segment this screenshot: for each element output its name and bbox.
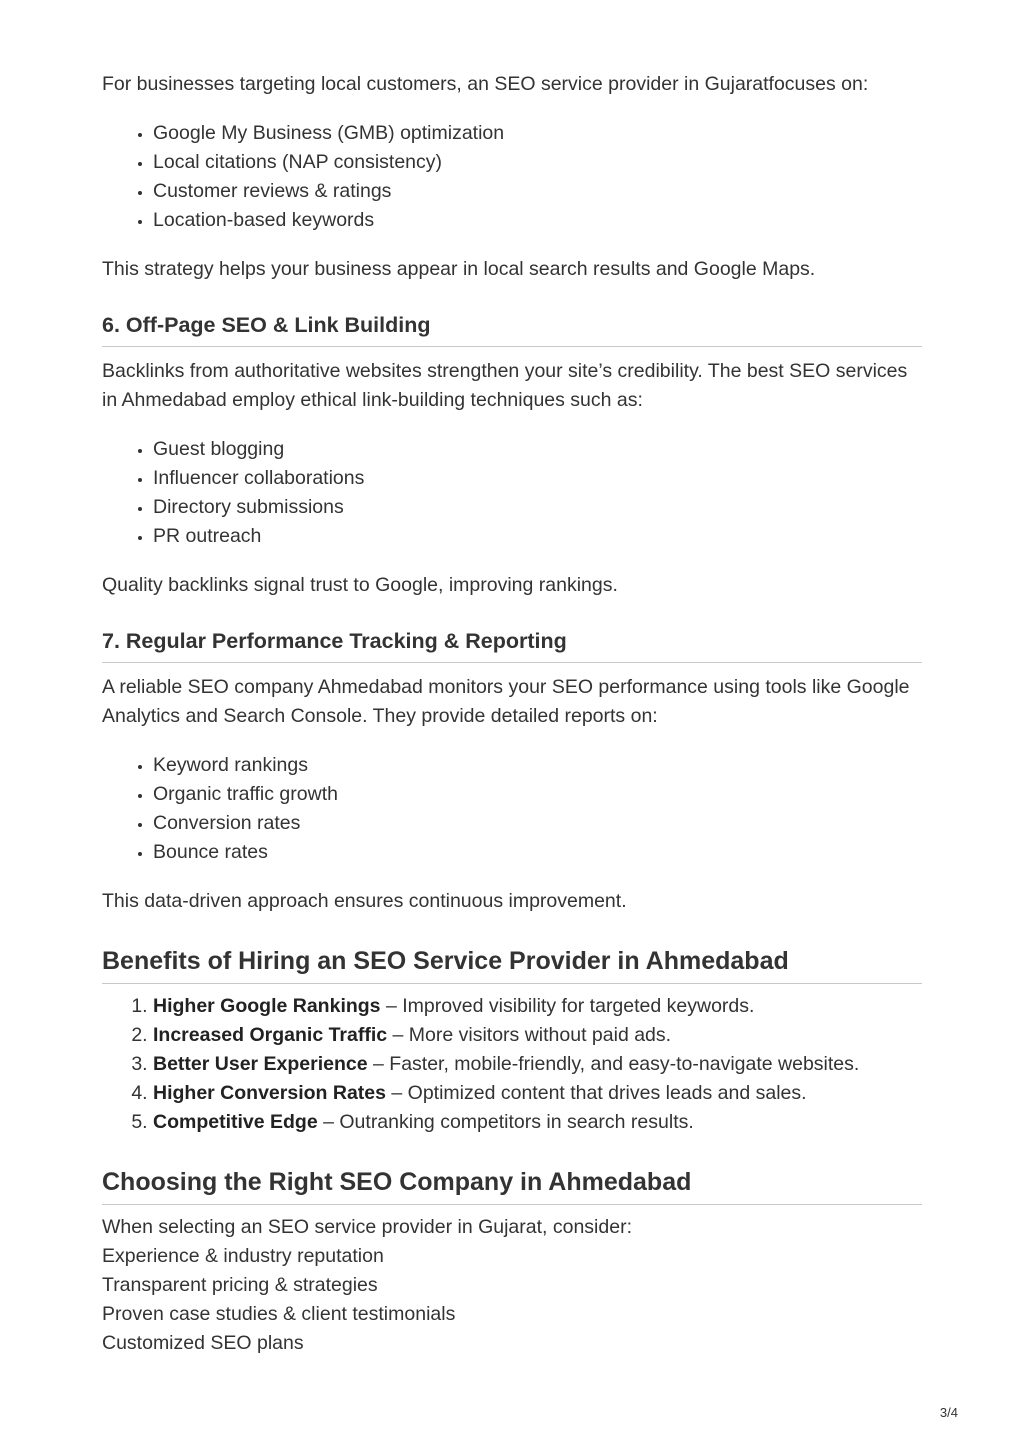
choosing-line: Customized SEO plans	[102, 1332, 304, 1354]
list-item: • Local citations (NAP consistency)	[153, 148, 922, 177]
list-item: • PR outreach	[153, 522, 922, 551]
list-item: • Location-based keywords	[153, 206, 922, 235]
tracking-list	[102, 751, 922, 867]
list-item: • Conversion rates	[153, 809, 922, 838]
choosing-line: Transparent pricing & strategies	[102, 1274, 378, 1296]
list-item	[153, 1021, 922, 1050]
benefit-title: Competitive Edge	[153, 1111, 318, 1133]
benefit-text: – Optimized content that drives leads and sales.	[385, 1082, 807, 1104]
tracking-intro: A reliable SEO company Ahmedabad monitors your SEO performance using tools like Google Analytics and Search Console. They provide detailed reports on:	[102, 676, 910, 727]
benefit-title: Better User Experience	[153, 1053, 368, 1075]
list-item: • Directory submissions	[153, 493, 922, 522]
offpage-intro: Backlinks from authoritative websites strengthen your site’s credibility. The best SEO services in Ahmedabad employ ethical link-building techniques such as:	[102, 360, 908, 411]
list-item	[153, 1050, 922, 1079]
local-seo-intro: For businesses targeting local customers, an SEO service provider in Gujaratfocuses on:	[102, 73, 869, 95]
choosing-heading: Choosing the Right SEO Company in Ahmedabad	[102, 1165, 922, 1205]
choosing-line: Proven case studies & client testimonials	[102, 1303, 456, 1325]
benefit-text: – Improved visibility for targeted keywords.	[380, 995, 755, 1017]
offpage-heading: 6. Off-Page SEO & Link Building	[102, 310, 922, 347]
list-item: • Guest blogging	[153, 435, 922, 464]
choosing-line: Experience & industry reputation	[102, 1245, 384, 1267]
list-item	[153, 992, 922, 1021]
tracking-outro: This data-driven approach ensures continuous improvement.	[102, 890, 627, 912]
benefit-title: Higher Google Rankings	[153, 995, 381, 1017]
local-seo-list	[102, 119, 922, 235]
list-item: • Keyword rankings	[153, 751, 922, 780]
offpage-outro: Quality backlinks signal trust to Google, improving rankings.	[102, 574, 618, 596]
list-item: • Customer reviews & ratings	[153, 177, 922, 206]
choosing-body	[102, 1213, 922, 1358]
list-item: • Google My Business (GMB) optimization	[153, 119, 922, 148]
benefits-heading: Benefits of Hiring an SEO Service Provider in Ahmedabad	[102, 944, 922, 984]
page-number: 3/4	[939, 1405, 958, 1420]
document-page	[102, 70, 922, 1358]
list-item: • Organic traffic growth	[153, 780, 922, 809]
benefit-title: Increased Organic Traffic	[153, 1024, 388, 1046]
local-seo-outro: This strategy helps your business appear in local search results and Google Maps.	[102, 258, 816, 280]
benefit-text: – Outranking competitors in search results.	[317, 1111, 694, 1133]
tracking-heading: 7. Regular Performance Tracking & Reporting	[102, 626, 922, 663]
list-item	[153, 1108, 922, 1137]
benefit-title: Higher Conversion Rates	[153, 1082, 386, 1104]
benefit-text: – More visitors without paid ads.	[387, 1024, 672, 1046]
benefit-text: – Faster, mobile-friendly, and easy-to-navigate websites.	[367, 1053, 860, 1075]
choosing-line: When selecting an SEO service provider in Gujarat, consider:	[102, 1216, 632, 1238]
list-item	[153, 1079, 922, 1108]
benefits-list	[102, 992, 922, 1137]
list-item: • Influencer collaborations	[153, 464, 922, 493]
offpage-list	[102, 435, 922, 551]
list-item: • Bounce rates	[153, 838, 922, 867]
